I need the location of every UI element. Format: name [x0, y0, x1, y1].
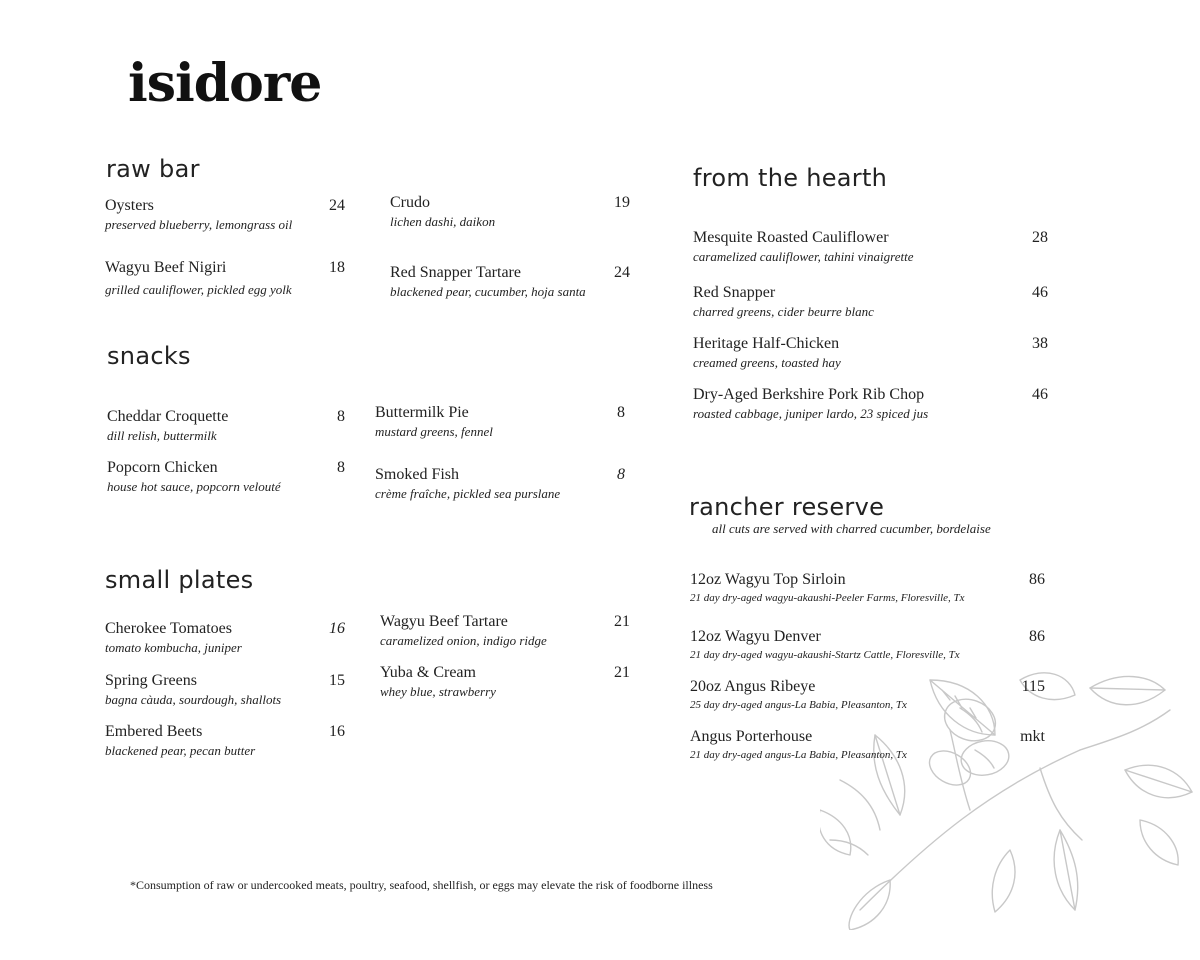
item-name: Red Snapper [693, 284, 776, 301]
item-description: grilled cauliflower, pickled egg yolk [105, 282, 292, 297]
menu-item-red-snapper-tartare [390, 263, 630, 300]
item-price: mkt [1020, 728, 1045, 745]
item-name: Wagyu Beef Nigiri [105, 259, 227, 276]
menu-item-oysters [105, 196, 345, 233]
item-price: 24 [614, 264, 630, 281]
menu-item-embered-beets [105, 722, 345, 759]
menu-item-wagyu-beef-nigiri [105, 258, 345, 298]
item-description: blackened pear, pecan butter [105, 743, 256, 758]
menu-item-crudo [390, 193, 630, 230]
item-price: 8 [337, 459, 345, 476]
item-description: 21 day dry-aged angus-La Babia, Pleasanton, Tx [690, 749, 907, 761]
item-name: Wagyu Beef Tartare [380, 613, 508, 630]
item-description: mustard greens, fennel [375, 424, 493, 439]
consumption-warning-footnote: *Consumption of raw or undercooked meats, poultry, seafood, shellfish, or eggs may elevate the risk of foodborne illness [130, 878, 713, 892]
menu-item-spring-greens [105, 671, 345, 708]
menu-item-yuba-and-cream [380, 663, 630, 700]
item-description: crème fraîche, pickled sea purslane [375, 486, 561, 501]
item-name: Smoked Fish [375, 466, 460, 483]
restaurant-logo: isidore [128, 53, 322, 114]
item-name: Crudo [390, 194, 430, 211]
menu-item-mesquite-roasted-cauliflower [693, 228, 1048, 265]
item-name: Oysters [105, 197, 154, 214]
item-description: house hot sauce, popcorn velouté [107, 479, 281, 494]
section-title-raw-bar: raw bar [106, 155, 200, 183]
menu-item-wagyu-top-sirloin [690, 570, 1045, 607]
item-name: Heritage Half-Chicken [693, 335, 840, 352]
menu-item-red-snapper [693, 283, 1048, 320]
item-price: 8 [337, 408, 345, 425]
item-price: 16 [329, 723, 345, 740]
item-price: 86 [1029, 628, 1045, 645]
item-price: 8 [617, 404, 625, 421]
item-description: charred greens, cider beurre blanc [693, 304, 874, 319]
item-description: lichen dashi, daikon [390, 214, 496, 229]
item-name: Cherokee Tomatoes [105, 620, 232, 637]
item-description: roasted cabbage, juniper lardo, 23 spiced jus [693, 406, 929, 421]
section-title-snacks: snacks [107, 342, 191, 370]
item-price: 38 [1032, 335, 1048, 352]
menu-item-wagyu-denver [690, 627, 1045, 664]
item-price: 21 [614, 613, 630, 630]
item-description: creamed greens, toasted hay [693, 355, 841, 370]
menu-item-wagyu-beef-tartare [380, 612, 630, 649]
item-price: 8 [617, 466, 625, 483]
section-title-rancher-reserve: rancher reserve [689, 493, 885, 521]
menu-item-smoked-fish [375, 465, 625, 502]
item-price: 16 [329, 620, 345, 637]
item-price: 46 [1032, 284, 1048, 301]
item-description: bagna càuda, sourdough, shallots [105, 692, 282, 707]
item-price: 18 [329, 259, 345, 276]
item-name: Cheddar Croquette [107, 408, 229, 425]
item-description: 25 day dry-aged angus-La Babia, Pleasanton, Tx [690, 699, 907, 711]
item-price: 28 [1032, 229, 1048, 246]
menu-item-popcorn-chicken [107, 458, 345, 495]
item-description: caramelized cauliflower, tahini vinaigrette [693, 249, 914, 264]
item-name: Red Snapper Tartare [390, 264, 521, 281]
item-name: Yuba & Cream [380, 664, 476, 681]
item-name: Embered Beets [105, 723, 203, 740]
menu-item-angus-porterhouse [690, 727, 1045, 764]
menu-item-cherokee-tomatoes [105, 619, 345, 656]
item-name: 12oz Wagyu Top Sirloin [690, 571, 846, 588]
item-description: 21 day dry-aged wagyu-akaushi-Startz Cattle, Floresville, Tx [690, 649, 960, 661]
menu-item-heritage-half-chicken [693, 334, 1048, 371]
menu-item-pork-rib-chop [693, 385, 1048, 422]
item-description: 21 day dry-aged wagyu-akaushi-Peeler Farms, Floresville, Tx [690, 592, 965, 604]
item-name: Dry-Aged Berkshire Pork Rib Chop [693, 386, 925, 403]
item-name: 20oz Angus Ribeye [690, 678, 816, 695]
item-price: 115 [1021, 678, 1045, 695]
rancher-reserve-note: all cuts are served with charred cucumber, bordelaise [712, 521, 991, 536]
item-name: Popcorn Chicken [107, 459, 218, 476]
item-name: Spring Greens [105, 672, 197, 689]
item-description: blackened pear, cucumber, hoja santa [390, 284, 586, 299]
item-description: whey blue, strawberry [380, 684, 496, 699]
item-name: Mesquite Roasted Cauliflower [693, 229, 889, 246]
menu-item-angus-ribeye [690, 677, 1045, 714]
item-name: Buttermilk Pie [375, 404, 469, 421]
menu-item-buttermilk-pie [375, 403, 625, 440]
item-description: tomato kombucha, juniper [105, 640, 242, 655]
item-description: preserved blueberry, lemongrass oil [105, 217, 293, 232]
item-price: 21 [614, 664, 630, 681]
item-price: 86 [1029, 571, 1045, 588]
section-title-small-plates: small plates [105, 566, 254, 594]
item-price: 24 [329, 197, 345, 214]
item-description: caramelized onion, indigo ridge [380, 633, 547, 648]
item-name: Angus Porterhouse [690, 728, 813, 745]
section-title-from-the-hearth: from the hearth [693, 164, 888, 192]
item-price: 46 [1032, 386, 1048, 403]
item-name: 12oz Wagyu Denver [690, 628, 821, 645]
item-price: 19 [614, 194, 630, 211]
item-price: 15 [329, 672, 345, 689]
item-description: dill relish, buttermilk [107, 428, 217, 443]
menu-item-cheddar-croquette [107, 407, 345, 444]
